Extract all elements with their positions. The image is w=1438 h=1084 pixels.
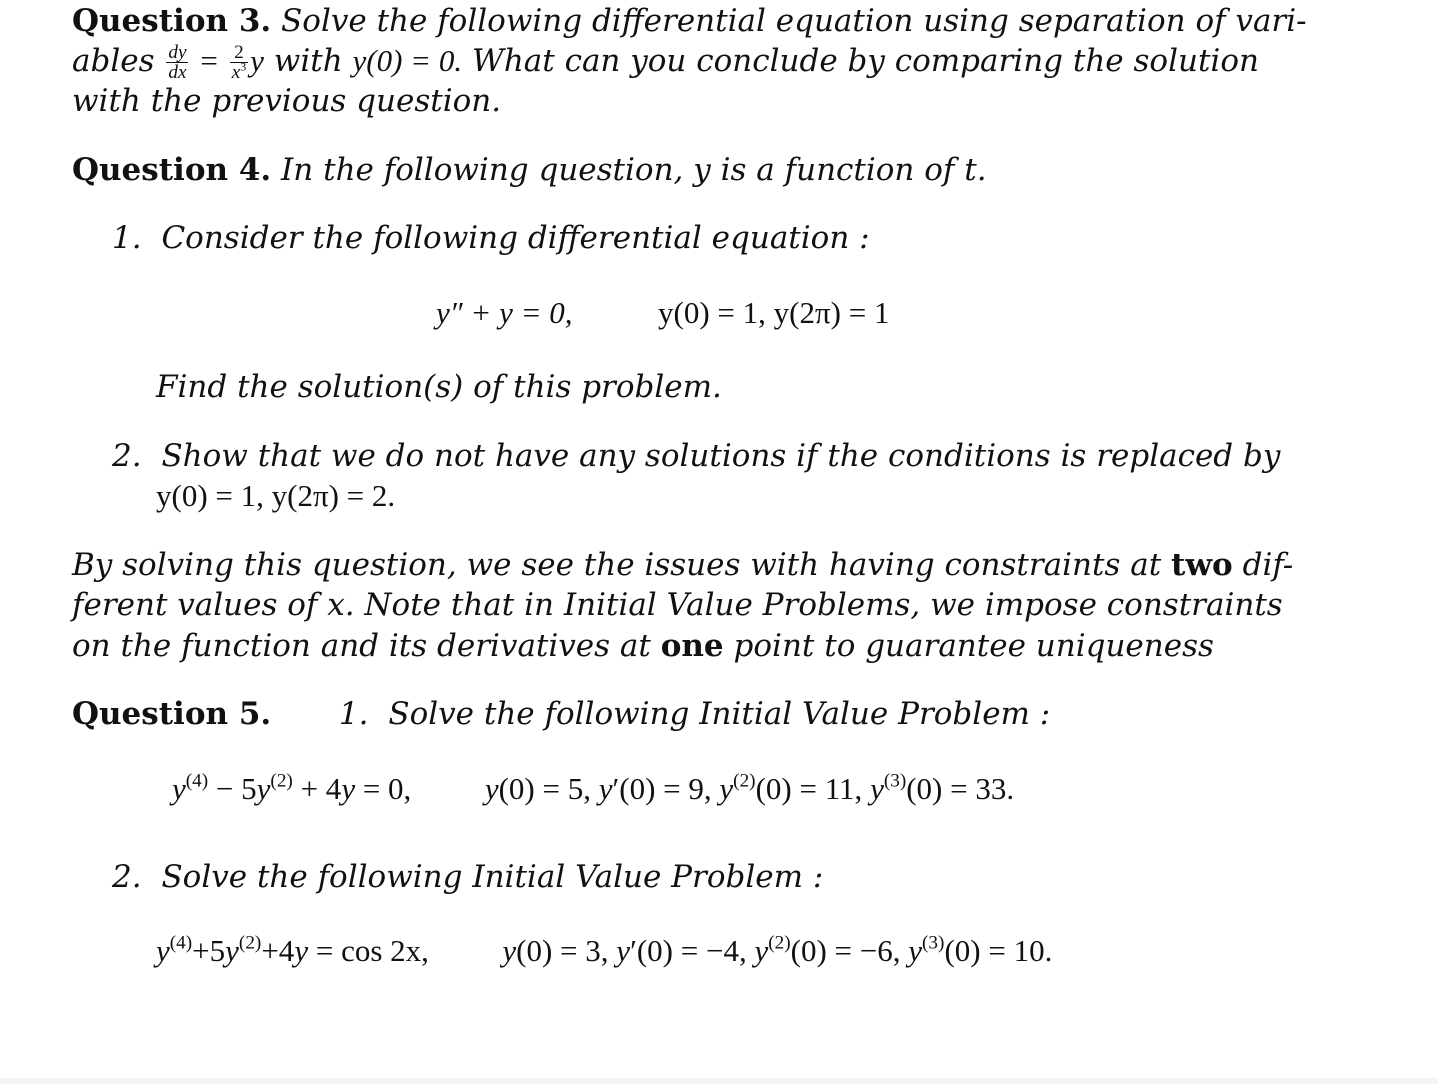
q3-line-2: ables $\frac{dy}{dx}$ = $\frac{2}{x^3}$ y with y(0) = 0. What can you conclude by comparing the solution	[72, 41, 1259, 83]
q4-note-line-2: ferent values of x. Note that in Initial Value Problems, we impose constraints	[72, 587, 1283, 623]
q4-intro: In the following question, y is a function of t.	[281, 152, 987, 188]
q4-eq1-lhs: y″ + y = 0,	[436, 295, 573, 330]
q5-eq2-cos: cos 2x,	[341, 933, 429, 968]
q3-line-1	[72, 1, 1307, 41]
q5-item1-text: Solve the following Initial Value Problem :	[388, 696, 1051, 732]
q4-label: Question 4.	[72, 152, 272, 188]
q5-item-2	[112, 857, 823, 897]
q4-item2-condition: y(0) = 1, y(2π) = 2.	[156, 478, 396, 513]
q5-item2-number: 2.	[112, 859, 142, 895]
q4-item2-number: 2.	[112, 438, 142, 474]
q4-item2-text: Show that we do not have any solutions if the conditions is replaced by	[161, 438, 1281, 474]
q4-note-line-1: By solving this question, we see the issues with having constraints at two dif-	[72, 547, 1294, 583]
q3-text-b: ables	[72, 43, 155, 79]
q3-text-d: What can you conclude by comparing the solution	[471, 43, 1259, 79]
q3-label: Question 3.	[72, 3, 272, 39]
q5-item1-number: 1.	[338, 696, 369, 732]
q4-item1-find: Find the solution(s) of this problem.	[156, 369, 722, 405]
q3-text-c: with	[273, 43, 343, 79]
q3-line-3	[72, 81, 501, 121]
q4-eq1-rhs: y(0) = 1, y(2π) = 1	[658, 295, 890, 330]
q4-equation-1	[436, 293, 889, 333]
q4-item1-number: 1.	[112, 220, 142, 256]
q5-item2-text: Solve the following Initial Value Problem :	[161, 859, 824, 895]
q4-note-one-emphasis: one	[660, 628, 724, 664]
q5-equation-2: $y^{(4)}+5y^{(2)}+4y = \cos 2x$, y(0) = 3, y′(0) = −4, $y^{(2)}(0) = -6$, $y^{(3)}(0) = 10$.	[156, 932, 1053, 968]
q3-coefficient-fraction: $\frac{2}{x^3}$	[231, 41, 247, 83]
q3-text-e: with the previous question.	[72, 83, 502, 119]
q3-dydx-fraction: $\frac{dy}{dx}$	[168, 41, 187, 83]
q5-equation-1: $y^{(4)} - 5y^{(2)} + 4y = 0$, y(0) = 5, y′(0) = 9, $y^{(2)}(0) = 11$, $y^{(3)}(0) = 33$.	[172, 770, 1015, 806]
q4-note-line-3: on the function and its derivatives at one point to guarantee uniqueness	[72, 628, 1214, 664]
q5-line-1	[72, 694, 1050, 734]
q4-item-2	[112, 436, 1280, 476]
q5-label: Question 5.	[72, 696, 272, 732]
q4-line-1	[72, 150, 987, 190]
page-bottom-edge	[0, 1078, 1438, 1084]
q4-item-1	[112, 218, 870, 258]
q4-item1-text: Consider the following differential equation :	[161, 220, 870, 256]
q4-note-two-emphasis: two	[1171, 547, 1233, 583]
q3-text-a: Solve the following differential equation using separation of vari-	[281, 3, 1307, 39]
q3-condition: y(0) = 0.	[352, 43, 463, 78]
